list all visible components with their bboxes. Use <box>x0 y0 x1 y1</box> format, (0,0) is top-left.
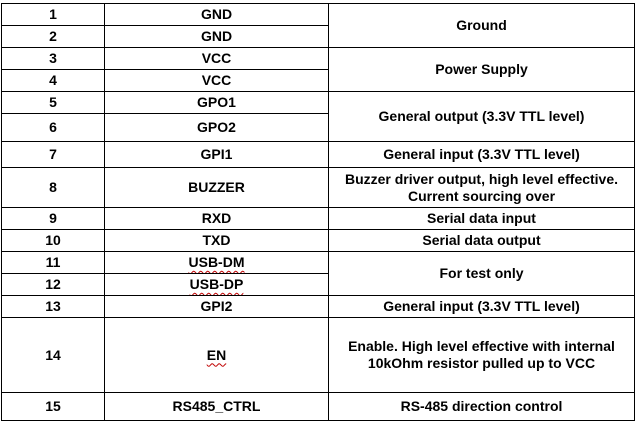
pin-name: GPO1 <box>105 92 329 114</box>
pin-name-text: USB-DP <box>189 276 244 292</box>
pin-name: BUZZER <box>105 168 329 208</box>
table-row <box>2 208 635 230</box>
pin-number: 7 <box>2 142 105 168</box>
pin-description: General input (3.3V TTL level) <box>329 142 635 168</box>
pin-number: 5 <box>2 92 105 114</box>
pin-name: VCC <box>105 48 329 70</box>
table-row <box>2 318 635 393</box>
table-row <box>2 4 635 26</box>
pin-definition-table <box>1 3 635 421</box>
pin-description: General input (3.3V TTL level) <box>329 296 635 318</box>
table-row <box>2 393 635 421</box>
pin-number: 11 <box>2 252 105 274</box>
pin-number: 14 <box>2 318 105 393</box>
pin-name <box>105 318 329 393</box>
pin-number: 10 <box>2 230 105 252</box>
pin-name: RXD <box>105 208 329 230</box>
table-row <box>2 142 635 168</box>
pin-description: Serial data output <box>329 230 635 252</box>
pin-number: 4 <box>2 70 105 92</box>
pin-name <box>105 274 329 296</box>
pin-description: RS-485 direction control <box>329 393 635 421</box>
table-row <box>2 296 635 318</box>
pin-number: 2 <box>2 26 105 48</box>
pin-number: 12 <box>2 274 105 296</box>
pin-description: Ground <box>329 4 635 48</box>
pin-description: General output (3.3V TTL level) <box>329 92 635 142</box>
pin-number: 15 <box>2 393 105 421</box>
pin-name-text: USB-DM <box>188 254 245 270</box>
table-row <box>2 252 635 274</box>
pin-name: GPI1 <box>105 142 329 168</box>
pin-number: 6 <box>2 114 105 142</box>
table-row <box>2 48 635 70</box>
table-row <box>2 168 635 208</box>
table-row <box>2 92 635 114</box>
pin-number: 1 <box>2 4 105 26</box>
pin-name: RS485_CTRL <box>105 393 329 421</box>
pin-name: GPO2 <box>105 114 329 142</box>
buzzer-description-text: Buzzer driver output, high level effective. Current sourcing over <box>344 170 619 204</box>
pin-name: TXD <box>105 230 329 252</box>
table-row <box>2 230 635 252</box>
pin-number: 8 <box>2 168 105 208</box>
pin-name: GPI2 <box>105 296 329 318</box>
pin-description: Enable. High level effective with internal 10kOhm resistor pulled up to VCC <box>329 318 635 393</box>
pin-description <box>329 168 635 208</box>
pin-name <box>105 252 329 274</box>
pin-name: VCC <box>105 70 329 92</box>
pin-name: GND <box>105 26 329 48</box>
pin-number: 3 <box>2 48 105 70</box>
pin-description: Serial data input <box>329 208 635 230</box>
pin-number: 13 <box>2 296 105 318</box>
pin-number: 9 <box>2 208 105 230</box>
pin-description: For test only <box>329 252 635 296</box>
pin-name-text: EN <box>206 346 227 363</box>
pin-description: Power Supply <box>329 48 635 92</box>
pin-name: GND <box>105 4 329 26</box>
